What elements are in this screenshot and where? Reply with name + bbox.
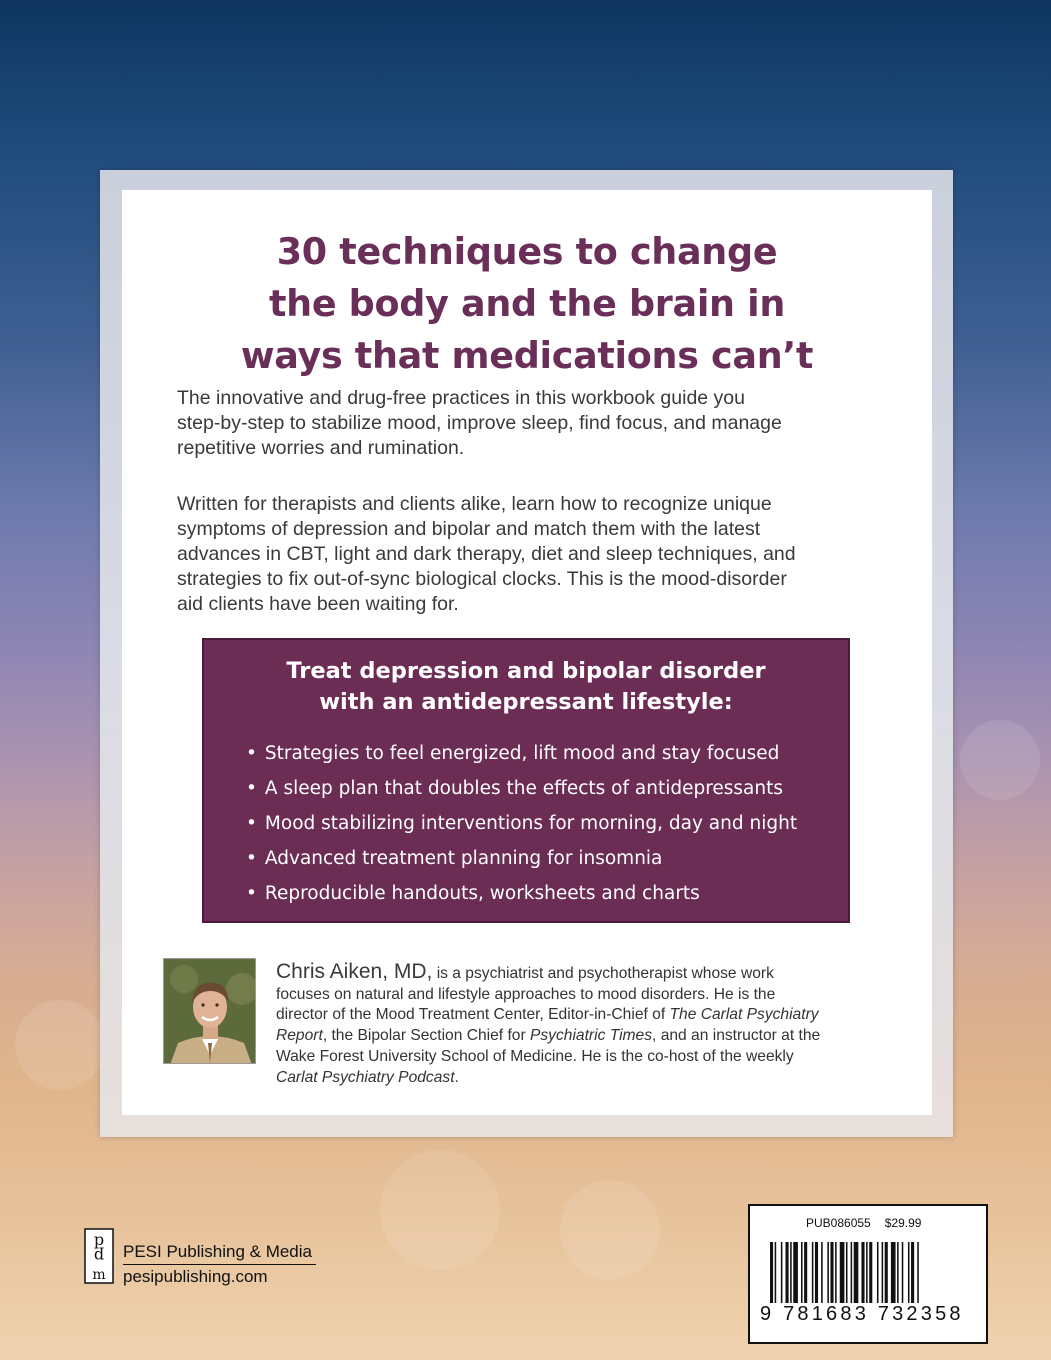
headline-line: the body and the brain in (268, 282, 786, 325)
description-line: strategies to fix out-of-sync biological clocks. This is the mood-disorder (177, 568, 787, 590)
author-name: Chris Aiken, MD, (276, 960, 433, 983)
bio-line (276, 1005, 896, 1026)
publisher-name: PESI Publishing & Media (123, 1240, 316, 1265)
bokeh-light (380, 1150, 500, 1270)
bio-line (276, 1068, 896, 1089)
svg-text:m: m (92, 1267, 106, 1283)
headline-line: 30 techniques to change (276, 230, 778, 273)
bokeh-light (560, 1180, 660, 1280)
intro-line: repetitive worries and rumination. (177, 437, 465, 459)
list-item (246, 806, 797, 841)
bullet-text: Mood stabilizing interventions for morning, day and night (264, 813, 798, 834)
author-photo (163, 958, 256, 1064)
bio-line (276, 1026, 896, 1047)
callout-title (204, 656, 848, 718)
bullet-icon: • (246, 813, 257, 834)
intro-line: step-by-step to stabilize mood, improve sleep, find focus, and manage (177, 412, 782, 434)
bio-line (276, 962, 896, 985)
bio-text: , the Bipolar Section Chief for (322, 1027, 530, 1045)
bio-line: Wake Forest University School of Medicine. He is the co-host of the weekly (276, 1047, 794, 1065)
headline-line: ways that medications can’t (240, 334, 814, 377)
callout-title-line: Treat depression and bipolar disorder (286, 658, 766, 684)
isbn-digits (760, 1303, 980, 1326)
publisher-url: pesipublishing.com (123, 1267, 268, 1286)
intro-paragraph (177, 386, 877, 461)
description-line: advances in CBT, light and dark therapy, diet and sleep techniques, and (177, 543, 796, 565)
bio-text: director of the Mood Treatment Center, Editor-in-Chief of (276, 1006, 670, 1024)
bio-text: , and an instructor at the (652, 1027, 821, 1045)
bullet-text: Reproducible handouts, worksheets and charts (264, 883, 700, 904)
author-portrait-icon (164, 959, 256, 1064)
bullet-icon: • (246, 778, 257, 799)
bio-line: focuses on natural and lifestyle approaches to mood disorders. He is the (276, 985, 776, 1003)
callout-title-line: with an antidepressant lifestyle: (319, 689, 733, 715)
svg-text:p: p (93, 1247, 105, 1266)
publication-title: Carlat Psychiatry Podcast (276, 1068, 455, 1086)
publication-title: Report (276, 1027, 323, 1045)
publication-title: The Carlat Psychiatry (669, 1006, 819, 1024)
bio-text: is a psychiatrist and psychotherapist whose work (432, 965, 774, 982)
list-item (246, 736, 797, 771)
bullet-text: Strategies to feel energized, lift mood and stay focused (264, 743, 780, 764)
list-item (246, 841, 797, 876)
bullet-icon: • (246, 743, 257, 764)
svg-text:p: p (93, 1230, 105, 1249)
bio-text: . (454, 1068, 459, 1086)
barcode-box (748, 1204, 988, 1344)
bokeh-light (960, 720, 1040, 800)
intro-line: The innovative and drug-free practices in this workbook guide you (177, 387, 745, 409)
publisher-info (123, 1240, 316, 1288)
author-bio (276, 962, 896, 1088)
bullet-text: Advanced treatment planning for insomnia (264, 848, 663, 869)
bullet-icon: • (246, 883, 257, 904)
product-code: PUB086055 (806, 1216, 871, 1230)
list-item (246, 771, 797, 806)
description-line: symptoms of depression and bipolar and match them with the latest (177, 518, 761, 540)
benefits-callout (202, 638, 850, 923)
description-line: Written for therapists and clients alike, learn how to recognize unique (177, 493, 772, 515)
headline (122, 226, 932, 382)
bullet-icon: • (246, 848, 257, 869)
description-paragraph (177, 492, 877, 617)
list-item (246, 876, 797, 911)
barcode-header (806, 1216, 935, 1230)
price: $29.99 (884, 1216, 922, 1230)
publication-title: Psychiatric Times (529, 1027, 653, 1045)
bullet-text: A sleep plan that doubles the effects of antidepressants (264, 778, 784, 799)
publisher-logo-icon (84, 1228, 114, 1284)
bokeh-light (15, 1000, 105, 1090)
description-line: aid clients have been waiting for. (177, 593, 459, 615)
benefits-list (246, 736, 797, 911)
isbn-text: 9 781683 732358 (760, 1303, 964, 1325)
